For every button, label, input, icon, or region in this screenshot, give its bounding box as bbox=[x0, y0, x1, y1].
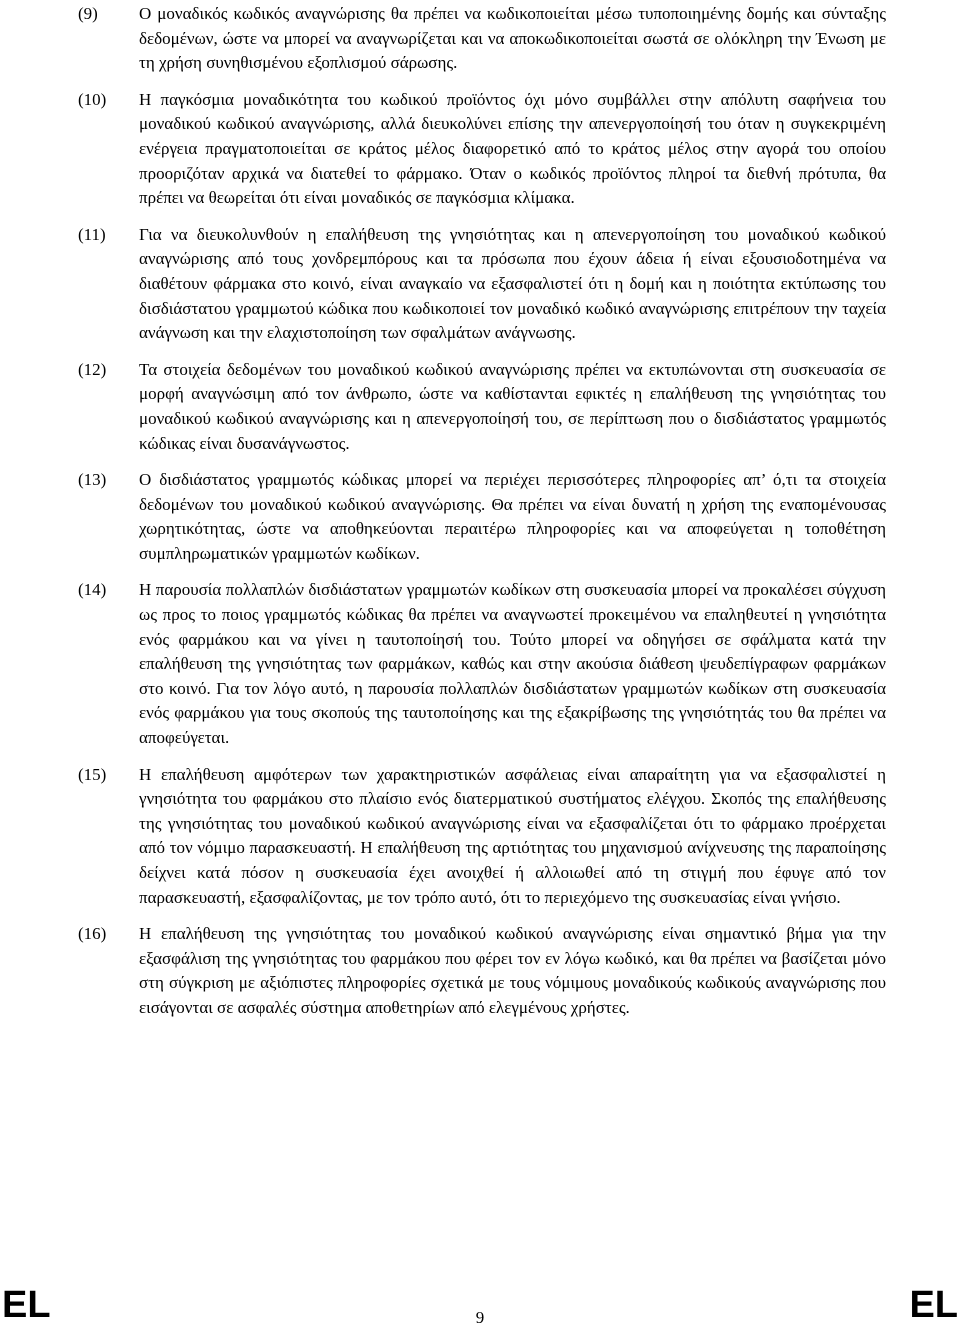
page-number: 9 bbox=[475, 1308, 485, 1327]
recital-number: (14) bbox=[78, 580, 107, 600]
recitals-list bbox=[78, 2, 886, 1033]
recital-number: (15) bbox=[78, 764, 107, 784]
recital-11 bbox=[78, 223, 886, 346]
recital-16 bbox=[78, 922, 886, 1020]
recital-text: Ο μοναδικός κωδικός αναγνώρισης θα πρέπει να κωδικοποιείται μέσω τυποποιημένης δομής και σύνταξης δεδομένων, ώστε να μπορεί να αναγνωρίζεται και να αποκωδικοποιείται σωστά σε ολόκληρη την Ένωση με τη χρήση συνηθισμένου εξοπλισμού σάρωσης. bbox=[139, 4, 886, 73]
recital-number: (9) bbox=[78, 4, 98, 23]
recital-14 bbox=[78, 578, 886, 750]
recital-number: (16) bbox=[78, 924, 107, 944]
recital-number: (13) bbox=[78, 470, 107, 490]
recital-10 bbox=[78, 88, 886, 211]
recital-13 bbox=[78, 468, 886, 566]
recital-number: (12) bbox=[78, 359, 107, 379]
recital-text: Η παγκόσμια μοναδικότητα του κωδικού προϊόντος όχι μόνο συμβάλλει στην απόλυτη σαφήνεια του μοναδικού κωδικού αναγνώρισης, αλλά διευκολύνει επίσης την απενεργοποίησή του όταν η συγκεκριμένη ενέργεια πραγματοποιείται σε κράτος μέλος διαφορετικό από το κράτος μέλος στην αγορά του οποίου προοριζόταν αρχικά να διατεθεί το φάρμακο. Όταν ο κωδικός προϊόντος πληροί τα διεθνή πρότυπα, θα πρέπει να θεωρείται ότι είναι μοναδικός σε παγκόσμια κλίμακα. bbox=[139, 89, 886, 208]
recital-text: Για να διευκολυνθούν η επαλήθευση της γνησιότητας και η απενεργοποίηση του μοναδικού κωδικού αναγνώρισης από τους χονδρεμπόρους και τα πρόσωπα που έχουν άδεια ή είναι εξουσιοδοτημένα να διαθέτουν φάρμακα στο κοινό, είναι αναγκαίο να εξασφαλιστεί ότι η δομή και η ποιότητα εκτύπωσης του δισδιάστατου γραμμωτού κώδικα που κωδικοποιεί τον μοναδικό κωδικό αναγνώρισης επιτρέπουν την ταχεία ανάγνωση και την ελαχιστοποίηση των σφαλμάτων ανάγνωσης. bbox=[139, 224, 886, 343]
recital-15 bbox=[78, 763, 886, 911]
recital-text: Η επαλήθευση αμφότερων των χαρακτηριστικών ασφάλειας είναι απαραίτητη για να εξασφαλιστεί η γνησιότητα του φαρμάκου στο πλαίσιο ενός διατερματικού συστήματος ελέγχου. Σκοπός της επαλήθευσης της γνησιότητας του μοναδικού κωδικού αναγνώρισης είναι να εξασφαλίζεται ότι το φάρμακο προέρχεται από τον νόμιμο παρασκευαστή. Η επαλήθευση της αρτιότητας του μηχανισμού ανίχνευσης της παραποίησης δείχνει κατά πόσον η συσκευασία έχει ανοιχθεί ή αλλοιωθεί από τη στιγμή που έφυγε από τον παρασκευαστή, εξασφαλίζοντας, με τον τρόπο αυτό, ότι το περιεχόμενο της συσκευασίας είναι γνήσιο. bbox=[139, 764, 886, 907]
recital-text: Ο δισδιάστατος γραμμωτός κώδικας μπορεί να περιέχει περισσότερες πληροφορίες απ’ ό,τι τα στοιχεία δεδομένων του μοναδικού κωδικού αναγνώρισης. Θα πρέπει να είναι δυνατή η χρήση της εναπομένουσας χωρητικότητας, ώστε να αποθηκεύονται περαιτέρω πληροφορίες και να αποφεύγεται η τοποθέτηση συμπληρωματικών γραμμωτών κωδίκων. bbox=[139, 470, 886, 563]
recital-text: Τα στοιχεία δεδομένων του μοναδικού κωδικού αναγνώρισης πρέπει να εκτυπώνονται στη συσκευασία σε μορφή αναγνώσιμη από τον άνθρωπο, ώστε να καθίστανται εφικτές η επαλήθευση της γνησιότητας του μοναδικού κωδικού αναγνώρισης και η απενεργοποίησή του, σε περίπτωση που ο δισδιάστατος γραμμωτός κώδικας είναι δυσανάγνωστος. bbox=[139, 359, 886, 453]
recital-12 bbox=[78, 358, 886, 456]
footer-language-left: EL bbox=[2, 1284, 51, 1326]
recital-number: (10) bbox=[78, 89, 107, 109]
recital-number: (11) bbox=[78, 224, 106, 244]
recital-text: Η επαλήθευση της γνησιότητας του μοναδικού κωδικού αναγνώρισης είναι σημαντικό βήμα για την εξασφάλιση της γνησιότητας του φαρμάκου που φέρει τον εν λόγω κωδικό, και θα πρέπει να βασίζεται μόνο στη σύγκριση με αξιόπιστες πληροφορίες σχετικά με τους νόμιμους μοναδικούς κωδικούς αναγνώρισης που εισάγονται σε ασφαλές σύστημα αποθετηρίων από ελεγμένους χρήστες. bbox=[139, 924, 886, 1017]
recital-9 bbox=[78, 2, 886, 76]
recital-text: Η παρουσία πολλαπλών δισδιάστατων γραμμωτών κωδίκων στη συσκευασία μπορεί να προκαλέσει σύγχυση ως προς το ποιος γραμμωτός κώδικας θα πρέπει να αναγνωστεί προκειμένου να επαληθευτεί η γνησιότητα ενός φαρμάκου και να γίνει η ταυτοποίησή του. Τούτο μπορεί να οδηγήσει σε σφάλματα κατά την επαλήθευση της γνησιότητας των φαρμάκων, καθώς και στην ακούσια διάθεση ψευδεπίγραφων φαρμάκων στο κοινό. Για τον λόγο αυτό, η παρουσία πολλαπλών δισδιάστατων γραμμωτών κωδίκων στη συσκευασία ενός φαρμάκου για τους σκοπούς της ταυτοποίησης και της εξακρίβωσης της γνησιότητάς του θα πρέπει να αποφεύγεται. bbox=[139, 580, 886, 748]
footer-language-right: EL bbox=[909, 1284, 958, 1326]
